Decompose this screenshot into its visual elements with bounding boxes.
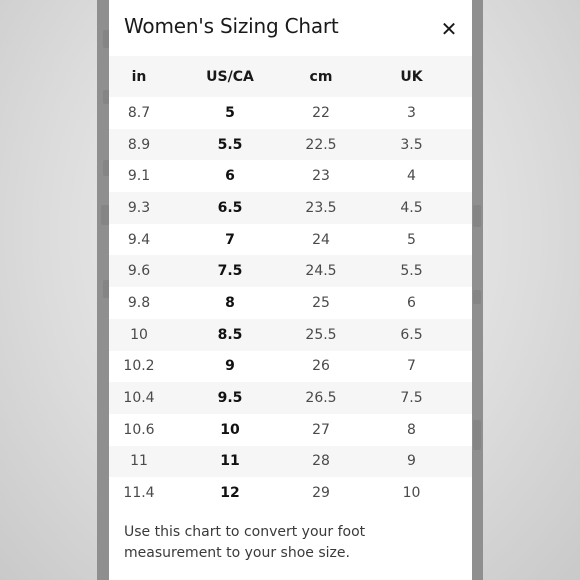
table-body	[109, 97, 472, 509]
cell-us-ca: 7	[225, 231, 235, 248]
table-row	[109, 414, 472, 446]
footer-note: Use this chart to convert your foot measurement to your shoe size.	[124, 524, 366, 561]
cell-us-ca: 6.5	[169, 192, 291, 224]
cell-us-ca: 11	[169, 446, 291, 478]
cell-uk: 6	[407, 294, 416, 311]
modal-title: Women's Sizing Chart	[124, 14, 339, 38]
cell-cm: 29	[312, 485, 330, 502]
cell-in: 10.2	[123, 358, 155, 375]
header-cm: cm	[291, 56, 351, 97]
table-row	[109, 287, 472, 319]
close-icon[interactable]: ✕	[440, 17, 458, 41]
cell-us-ca: 5.5	[169, 129, 291, 161]
cell-uk: 7.5	[351, 382, 472, 414]
table-row	[109, 477, 472, 509]
header-us-ca: US/CA	[169, 56, 291, 97]
cell-us-ca: 5	[225, 104, 235, 121]
table-row	[109, 224, 472, 256]
cell-uk: 9	[351, 446, 472, 478]
table-row	[109, 351, 472, 383]
cell-uk: 6.5	[351, 319, 472, 351]
cell-cm: 22	[312, 104, 330, 121]
cell-in: 9.6	[109, 255, 169, 287]
cell-cm: 27	[312, 421, 330, 438]
modal-header	[109, 0, 472, 56]
cell-us-ca: 8.5	[169, 319, 291, 351]
cell-in: 11	[109, 446, 169, 478]
cell-uk: 5.5	[351, 255, 472, 287]
cell-in: 10.4	[109, 382, 169, 414]
table-row	[109, 97, 472, 129]
cell-us-ca: 9	[225, 358, 235, 375]
cell-in: 10	[109, 319, 169, 351]
cell-uk: 3	[407, 104, 416, 121]
cell-cm: 24.5	[291, 255, 351, 287]
cell-uk: 10	[402, 485, 421, 502]
sizing-chart-modal	[109, 0, 472, 580]
table-row	[109, 255, 472, 287]
cell-uk: 3.5	[351, 129, 472, 161]
cell-uk: 5	[407, 231, 416, 248]
cell-uk: 7	[407, 358, 416, 375]
cell-uk: 4	[407, 168, 416, 185]
cell-in: 9.3	[109, 192, 169, 224]
cell-cm: 24	[312, 231, 330, 248]
table-row	[109, 129, 472, 161]
cell-us-ca: 9.5	[169, 382, 291, 414]
table-row	[109, 160, 472, 192]
cell-us-ca: 8	[225, 294, 235, 311]
background-text-fragment	[473, 420, 481, 450]
cell-cm: 25	[312, 294, 330, 311]
table-header-row	[109, 56, 472, 97]
cell-cm: 23	[312, 168, 330, 185]
cell-in: 9.4	[127, 231, 151, 248]
background-text-fragment	[473, 290, 481, 304]
cell-in: 8.9	[109, 129, 169, 161]
cell-cm: 28	[291, 446, 351, 478]
cell-in: 9.1	[127, 168, 151, 185]
cell-us-ca: 10	[220, 421, 240, 438]
cell-cm: 25.5	[291, 319, 351, 351]
cell-cm: 22.5	[291, 129, 351, 161]
cell-in: 11.4	[123, 485, 155, 502]
cell-us-ca: 6	[225, 168, 235, 185]
cell-us-ca: 12	[220, 485, 240, 502]
table-row	[109, 446, 472, 478]
cell-uk: 8	[407, 421, 416, 438]
table-row	[109, 382, 472, 414]
size-table	[109, 56, 472, 509]
cell-in: 8.7	[127, 104, 151, 121]
cell-in: 10.6	[123, 421, 155, 438]
table-row	[109, 319, 472, 351]
cell-cm: 26.5	[291, 382, 351, 414]
cell-cm: 23.5	[291, 192, 351, 224]
background-text-fragment	[473, 205, 481, 227]
cell-in: 9.8	[127, 294, 151, 311]
header-uk: UK	[351, 56, 472, 97]
cell-uk: 4.5	[351, 192, 472, 224]
table-row	[109, 192, 472, 224]
cell-us-ca: 7.5	[169, 255, 291, 287]
cell-cm: 26	[312, 358, 330, 375]
header-in: in	[109, 56, 169, 97]
